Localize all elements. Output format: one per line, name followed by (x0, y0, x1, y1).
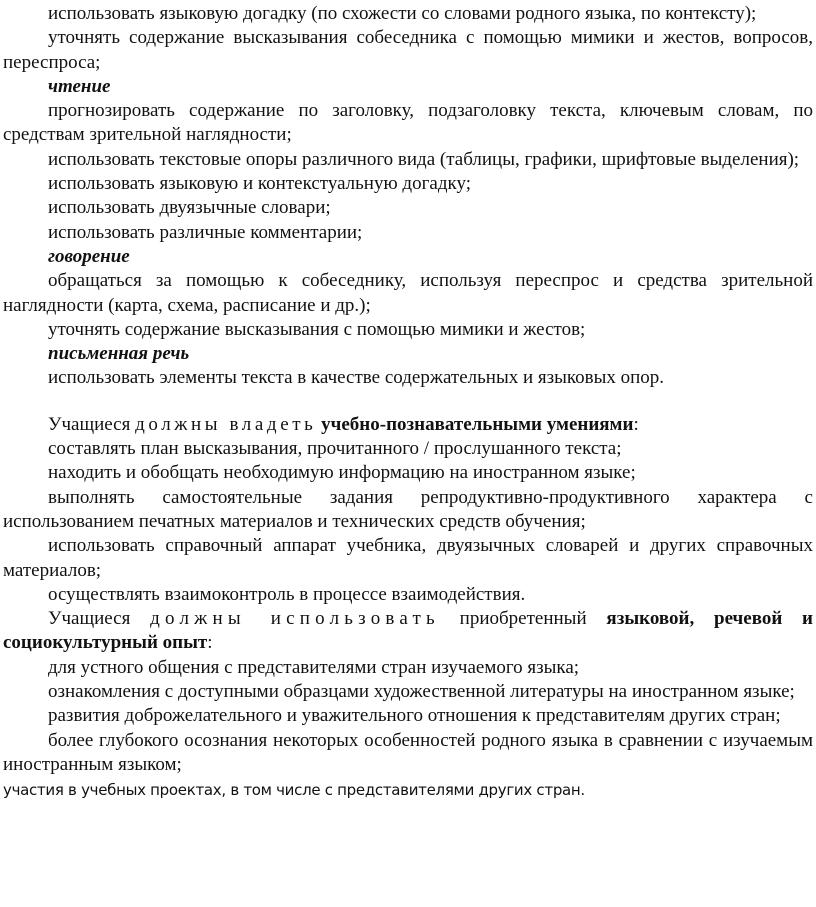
paragraph: выполнять самостоятельные задания репродуктивно-продуктивного характера с использованием печатных материалов и технических средств обучения; (3, 486, 813, 532)
lead-object: учебно-познавательными умениями (321, 413, 634, 435)
paragraph: использовать двуязычные словари; (48, 197, 331, 219)
paragraph: использовать языковую и контекстуальную догадку; (48, 173, 471, 195)
lead-verb: должны использовать (150, 608, 440, 630)
lead-verb: должны владеть (135, 413, 317, 435)
section-heading-reading: чтение (48, 75, 111, 97)
lead-subject: Учащиеся (48, 608, 131, 630)
learning-skills-lead (3, 413, 813, 437)
paragraph: ознакомления с доступными образцами художественной литературы на иностранном языке; (48, 681, 795, 703)
paragraph: осуществлять взаимоконтроль в процессе взаимодействия. (48, 583, 526, 605)
section-heading-speaking: говорение (48, 245, 130, 267)
lead-mid: приобретенный (459, 608, 587, 630)
lead-end: : (207, 632, 213, 654)
paragraph: уточнять содержание высказывания с помощью мимики и жестов; (48, 318, 586, 340)
paragraph: использовать текстовые опоры различного вида (таблицы, графики, шрифтовые выделения); (48, 148, 800, 170)
paragraph: составлять план высказывания, прочитанного / прослушанного текста; (48, 438, 622, 460)
paragraph: использовать языковую догадку (по схожести со словами родного языка, по контексту); (48, 3, 757, 24)
lead-subject: Учащиеся (48, 413, 131, 435)
last-paragraph: участия в учебных проектах, в том числе с представителями других стран. (3, 781, 585, 800)
paragraph: использовать элементы текста в качестве содержательных и языковых опор. (48, 367, 665, 389)
paragraph: использовать справочный аппарат учебника, двуязычных словарей и других справочных материалов; (3, 535, 813, 581)
lead-end: : (633, 413, 639, 435)
paragraph: прогнозировать содержание по заголовку, подзаголовку текста, ключевым словам, по средствам зрительной наглядности; (3, 100, 813, 146)
paragraph-gap (3, 391, 813, 413)
paragraph: более глубокого осознания некоторых особенностей родного языка в сравнении с изучаемым иностранным языком; (3, 729, 813, 775)
paragraph: находить и обобщать необходимую информацию на иностранном языке; (48, 462, 636, 484)
section-heading-writing: письменная речь (48, 343, 190, 365)
paragraph: обращаться за помощью к собеседнику, используя переспрос и средства зрительной наглядности (карта, схема, расписание и др.); (3, 270, 813, 316)
paragraph: развития доброжелательного и уважительного отношения к представителям других стран; (48, 705, 781, 727)
paragraph: уточнять содержание высказывания собеседника с помощью мимики и жестов, вопросов, переспроса; (3, 27, 813, 73)
paragraph: использовать различные комментарии; (48, 221, 363, 243)
lead-object: языковой, речевой и социокультурный опыт (3, 608, 814, 654)
experience-lead (3, 607, 813, 656)
paragraph: для устного общения с представителями стран изучаемого языка; (48, 656, 580, 678)
